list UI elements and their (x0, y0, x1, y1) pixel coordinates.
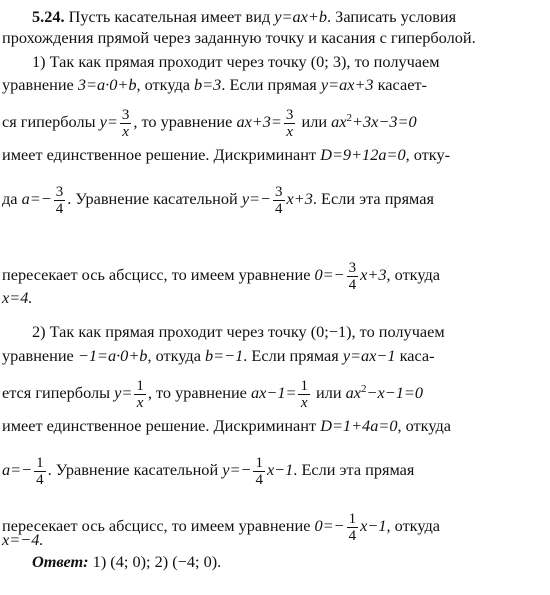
formula: y= (99, 112, 118, 132)
part1-line-9: x=4. (2, 288, 33, 307)
denominator: 4 (55, 201, 64, 217)
denominator: 4 (36, 472, 44, 488)
problem-line-2: прохождения прямой через заданную точку и касания с гиперболой. (2, 28, 476, 47)
formula: y=− (241, 189, 272, 209)
text: да (2, 189, 22, 209)
fraction (298, 378, 310, 411)
text: Пусть касательная имеет вид (68, 7, 275, 26)
part2-line-11 (2, 346, 435, 365)
fraction (134, 378, 146, 411)
fraction (120, 107, 132, 140)
formula: ax (345, 383, 362, 403)
part2-line-16: x=−4. (2, 530, 44, 549)
text: , то уравнение (147, 383, 251, 403)
denominator: 4 (275, 201, 283, 217)
part1-line-3: 1) Так как прямая проходит через точку (0; 3), то получаем (32, 52, 440, 71)
text: , отку- (405, 145, 451, 164)
answer-text: 1) (4; 0); 2) (−4; 0). (88, 552, 222, 571)
part1-line-7 (2, 184, 434, 217)
denominator: 4 (255, 472, 263, 488)
fraction (347, 511, 359, 544)
text: или (297, 112, 332, 132)
answer-line (32, 552, 221, 571)
numerator: 3 (285, 107, 294, 123)
numerator: 1 (300, 378, 308, 394)
part2-line-12 (2, 378, 423, 411)
fraction (54, 184, 66, 217)
formula: y=− (222, 460, 252, 480)
text: , откуда (147, 346, 206, 365)
formula: x+3 (360, 265, 387, 285)
text: , откуда (397, 416, 451, 435)
numerator: 3 (121, 107, 130, 123)
formula: y=ax−1 (342, 346, 396, 365)
formula: −1=a·0+b (77, 346, 148, 365)
numerator: 3 (348, 260, 357, 276)
text: . Если эта прямая (293, 460, 415, 480)
formula: x+3 (286, 189, 313, 209)
text: ся гиперболы (2, 112, 100, 132)
formula: ax (331, 112, 347, 132)
denominator: 4 (348, 528, 357, 544)
text: . Записать условия (327, 7, 457, 26)
text: , откуда (136, 75, 195, 94)
numerator: 1 (136, 378, 144, 394)
numerator: 3 (275, 184, 283, 200)
text: , откуда (386, 265, 440, 285)
text: уравнение (2, 346, 78, 365)
text: пересекает ось абсцисс, то имеем уравнение (2, 265, 315, 285)
formula: b=3 (194, 75, 222, 94)
fraction (273, 184, 285, 217)
text: . Уравнение касательной (47, 460, 223, 480)
text: , откуда (386, 516, 440, 536)
part2-line-13 (2, 416, 451, 435)
text: . Если прямая (221, 75, 321, 94)
part1-line-4 (2, 75, 427, 94)
formula: D=9+12a=0 (320, 145, 406, 164)
formula: a=− (2, 460, 33, 480)
text: пересекает ось абсцисс, то имеем уравнение (2, 516, 315, 536)
numerator: 1 (348, 511, 357, 527)
formula: y= (114, 383, 133, 403)
fraction (284, 107, 296, 140)
denominator: 4 (348, 277, 357, 293)
denominator: x (300, 395, 308, 411)
formula: 0=− (314, 265, 345, 285)
fraction (253, 455, 265, 488)
answer-label: Ответ: (32, 552, 89, 571)
formula: a=− (21, 189, 52, 209)
numerator: 1 (255, 455, 263, 471)
part1-line-8 (2, 260, 440, 293)
text: имеет единственное решение. Дискриминант (2, 416, 321, 435)
formula: y=ax+b (274, 7, 328, 26)
numerator: 1 (36, 455, 44, 471)
formula: b=−1 (205, 346, 244, 365)
fraction (347, 260, 359, 293)
text: имеет единственное решение. Дискриминант (2, 145, 321, 164)
denominator: x (122, 124, 129, 140)
part2-line-14 (2, 455, 415, 488)
fraction (34, 455, 46, 488)
formula: 0=− (314, 516, 345, 536)
part1-line-6 (2, 145, 450, 164)
part2-line-10: 2) Так как прямая проходит через точку (0;−1), то получаем (32, 322, 445, 341)
problem-number: 5.24. (32, 7, 65, 26)
text: или (311, 383, 346, 403)
superscript: 2 (346, 112, 352, 125)
formula: x−1 (266, 460, 294, 480)
formula: y=ax+3 (320, 75, 374, 94)
formula: x−1 (360, 516, 387, 536)
formula: D=1+4a=0 (320, 416, 398, 435)
text: , то уравнение (133, 112, 237, 132)
denominator: x (286, 124, 293, 140)
text: уравнение (2, 75, 78, 94)
text: каса- (395, 346, 435, 365)
denominator: x (136, 395, 144, 411)
formula: −x−1=0 (366, 383, 423, 403)
text: . Уравнение касательной (67, 189, 242, 209)
text: ется гиперболы (2, 383, 115, 403)
formula: ax−1= (250, 383, 297, 403)
text: касает- (373, 75, 427, 94)
problem-line-1 (32, 7, 456, 26)
superscript: 2 (361, 383, 367, 396)
formula: ax+3= (236, 112, 282, 132)
formula: 3=a·0+b (77, 75, 137, 94)
text: . Если прямая (243, 346, 343, 365)
numerator: 3 (55, 184, 64, 200)
text: . Если эта прямая (312, 189, 434, 209)
part1-line-5 (2, 107, 417, 140)
formula: +3x−3=0 (352, 112, 417, 132)
